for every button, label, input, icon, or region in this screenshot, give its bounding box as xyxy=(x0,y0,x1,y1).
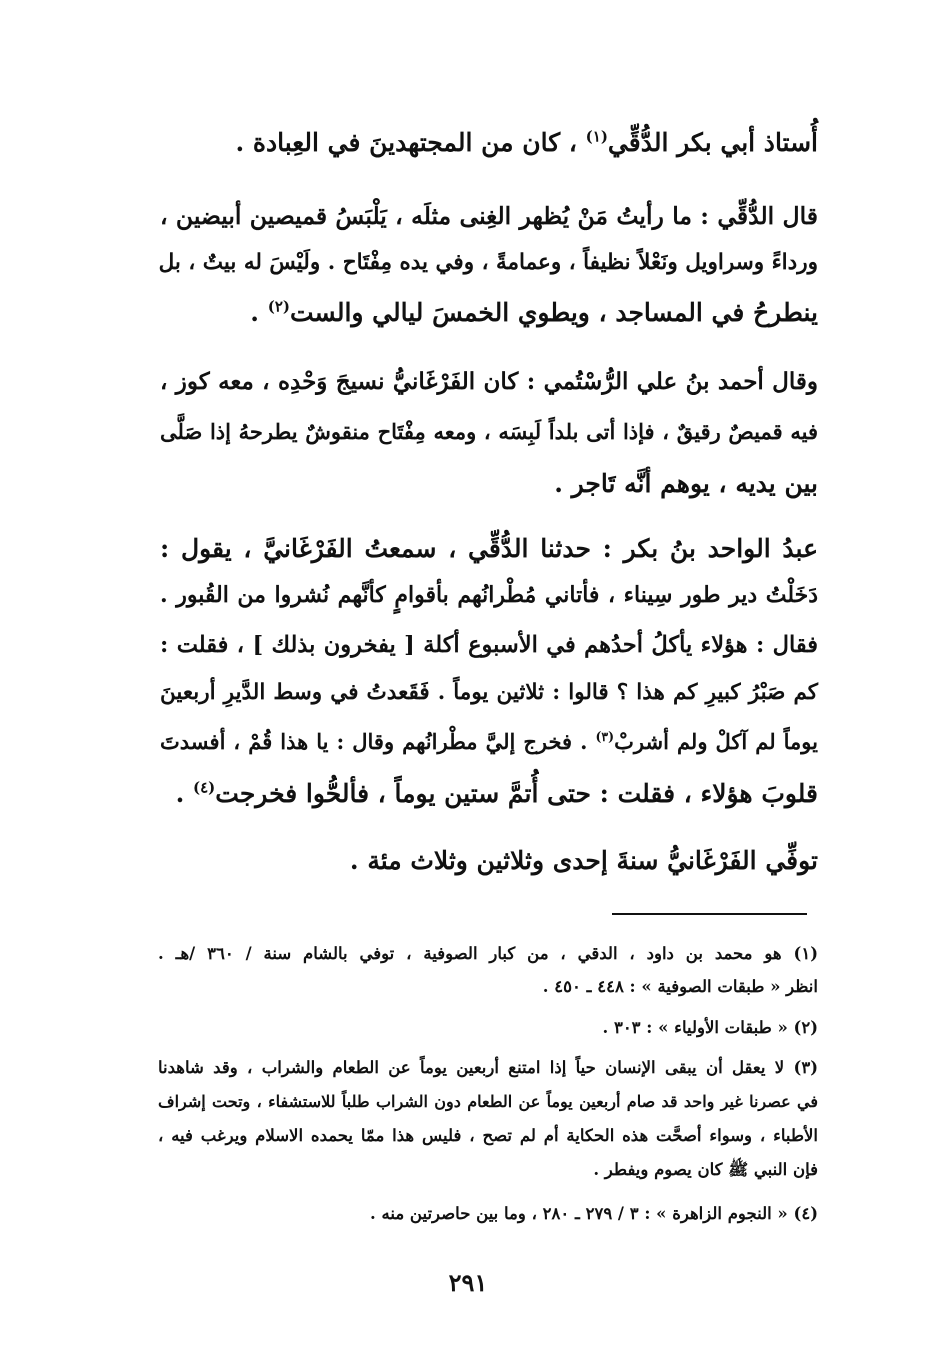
footnote-3-line-4: فإن النبي ﷺ كان يصوم ويفطر . xyxy=(593,1160,818,1179)
body-line-p4-2: دَخَلْتُ دير طور سِيناء ، فأتاني مُطْرانُهم بأقوامٍ كأنَّهم نُشروا من القُبور . xyxy=(160,582,818,608)
body-line-p5-1: توفِّي الفَرْغَانيُّ سنةَ إحدى وثلاثين وثلاث مئة . xyxy=(349,846,818,875)
body-text: ينطرحُ في المساجد ، ويطوي الخمسَ ليالي والست xyxy=(289,298,818,327)
page-number: ٢٩١ xyxy=(448,1268,488,1297)
body-line-p1-1 xyxy=(236,128,819,157)
footnote-3-line-1: (٣) لا يعقل أن يبقى الإنسان حياً إذا امتنع أربعين يوماً عن الطعام والشراب ، وقد شاهدنا xyxy=(158,1058,818,1077)
body-text: . فخرج إليَّ مطْرانُهم وقال : يا هذا قُمْ ، أفسدتَ xyxy=(160,729,596,754)
footnote-ref-3: (٣) xyxy=(595,729,615,744)
body-line-p3-1: وقال أحمد بنُ علي الرُّسْتُمي : كان الفَرْغَانيُّ نسيجَ وَحْدِه ، معه كوز ، xyxy=(160,368,818,395)
body-text: قلوبَ هؤلاء ، فقلت : حتى أُتمَّ ستين يوماً ، فألحُّوا فخرجت xyxy=(215,779,818,808)
body-line-p4-1: عبدُ الواحد بنُ بكر : حدثنا الدُّقِّي ، سمعتُ الفَرْغَانيَّ ، يقول : xyxy=(160,534,818,563)
footnote-1-line-2: انظر « طبقات الصوفية » : ٤٤٨ ـ ٤٥٠ . xyxy=(542,977,818,996)
body-line-p4-4: كم صَبْرُ كبيرِ كم هذا ؟ قالوا : ثلاثين يوماً . فَقَعدتُ في وسط الدَّيرِ أربعينَ xyxy=(160,680,818,705)
footnote-ref-2: (٢) xyxy=(267,297,290,316)
body-line-p4-3: فقال : هؤلاء يأكلُ أحدُهم في الأسبوع أكلة [ يفخرون بذلك ] ، فقلت : xyxy=(160,632,818,658)
footnote-4-line-1: (٤) « النجوم الزاهرة » : ٣ / ٢٧٩ ـ ٢٨٠ ، وما بين حاصرتين منه . xyxy=(370,1204,818,1223)
body-text: أُستاذ أبي بكر الدُّقِّي xyxy=(607,128,818,157)
body-line-p3-3: بين يديه ، يوهم أنَّه تَاجر . xyxy=(554,469,818,498)
body-line-p2-2: ورداءً وسراويل ونَعْلاً نظيفاً ، وعمامةً ، وفي يده مِفْتَاح . ولَيْسَ له بيتٌ ، بل xyxy=(158,250,818,275)
body-line-p2-3 xyxy=(250,298,818,327)
footnote-ref-4: (٤) xyxy=(193,778,216,797)
body-text: ، كان من المجتهدينَ في العِبادة . xyxy=(235,128,586,157)
footnote-ref-1: (١) xyxy=(585,127,608,146)
footnote-2-line-1: (٢) « طبقات الأولياء » : ٣٠٣ . xyxy=(602,1018,818,1037)
body-line-p4-5 xyxy=(160,729,818,754)
footnote-separator xyxy=(612,913,807,915)
footnote-3-line-2: في عصرنا غير واحد قد صام أربعين يوماً عن الطعام دون الشراب طلباً للاستشفاء ، وتحت إشراف xyxy=(158,1092,818,1111)
body-line-p3-2: فيه قميصٌ رقيقٌ ، فإذا أتى بلداً لَبِسَه ، ومعه مِفْتَاح منقوشٌ يطرحهُ إذا صَلَّى xyxy=(160,419,818,444)
footnote-1-line-1: (١) هو محمد بن داود ، الدقي ، من كبار الصوفية ، توفي بالشام سنة / ٣٦٠ /هـ . xyxy=(158,944,819,963)
body-line-p4-6 xyxy=(176,779,818,808)
footnote-3-line-3: الأطباء ، وسواء أصحَّت هذه الحكاية أم لم تصح ، فليس هذا ممّا يحمده الاسلام ويرغب فيه ، xyxy=(158,1126,818,1145)
body-text: يوماً لم آكلْ ولم أشربْ xyxy=(614,729,819,754)
body-text: . xyxy=(250,298,268,327)
body-line-p2-1: قال الدُّقِّي : ما رأيتُ مَنْ يُظهر الغِنى مثلَه ، يَلْبَسُ قميصين أبيضين ، xyxy=(160,202,818,230)
body-text: . xyxy=(175,779,193,808)
